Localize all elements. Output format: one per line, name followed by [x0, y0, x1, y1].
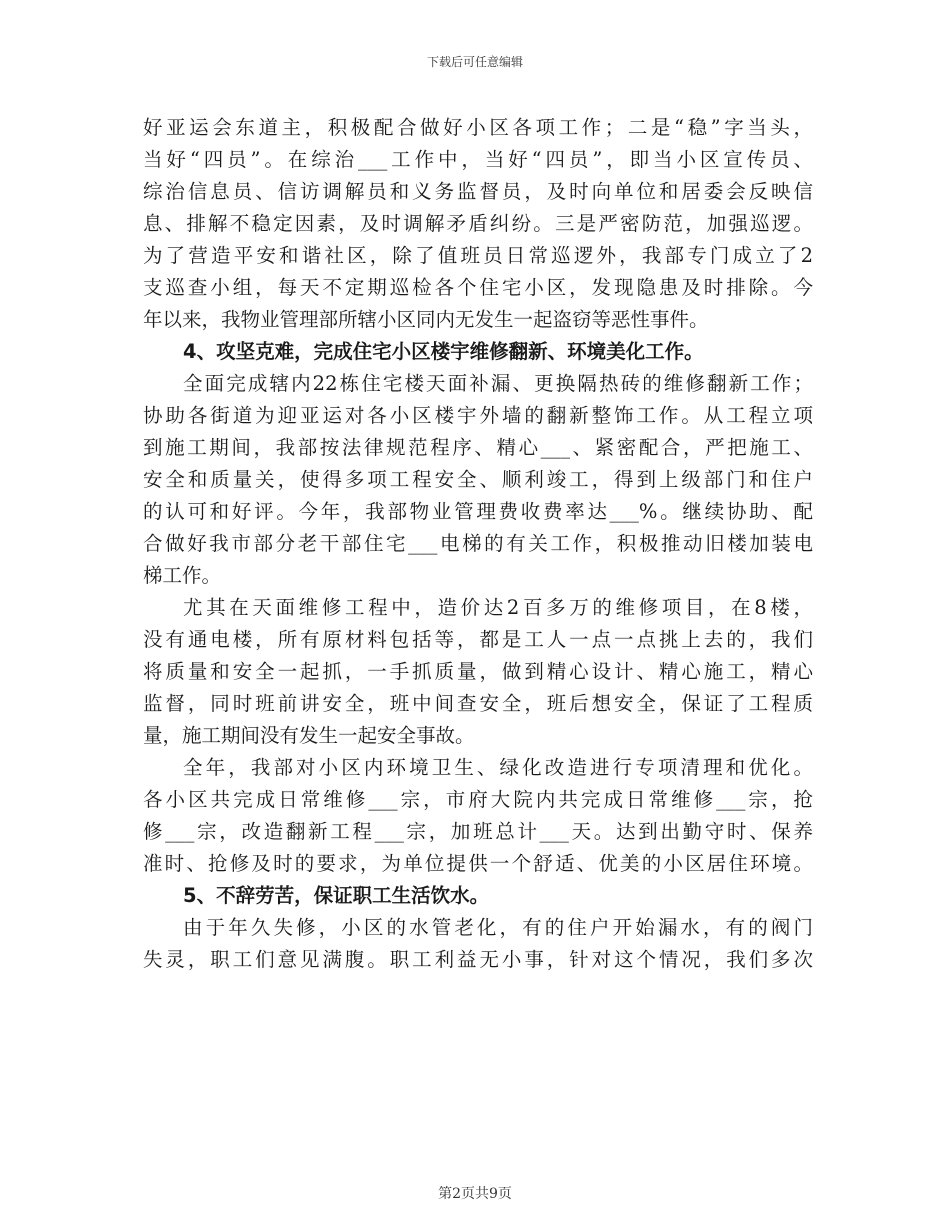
paragraph-line: 合做好我市部分老干部住宅___电梯的有关工作，积极推动旧楼加装电	[143, 532, 813, 555]
section-heading: 4、攻坚克难，完成住宅小区楼宇维修翻新、环境美化工作。	[183, 340, 704, 363]
paragraph-line: 安全和质量关，使得多项工程安全、顺利竣工，得到上级部门和住户	[143, 468, 813, 491]
page-number: 第2页共9页	[438, 1186, 512, 1202]
paragraph-line: 综治信息员、信访调解员和义务监督员，及时向单位和居委会反映信	[143, 180, 813, 203]
paragraph-line: 准时、抢修及时的要求，为单位提供一个舒适、优美的小区居住环境。	[143, 852, 813, 875]
paragraph-line: 全年，我部对小区内环境卫生、绿化改造进行专项清理和优化。	[183, 756, 813, 779]
paragraph-line: 修___宗，改造翻新工程___宗，加班总计___天。达到出勤守时、保养	[143, 820, 813, 843]
paragraph-line: 协助各街道为迎亚运对各小区楼宇外墙的翻新整饰工作。从工程立项	[143, 404, 813, 427]
paragraph-line: 为了营造平安和谐社区，除了值班员日常巡逻外，我部专门成立了2	[143, 244, 813, 267]
paragraph-line: 的认可和好评。今年，我部物业管理费收费率达___%。继续协助、配	[143, 500, 813, 523]
paragraph-line: 年以来，我物业管理部所辖小区同内无发生一起盗窃等恶性事件。	[143, 308, 709, 331]
paragraph-line: 监督，同时班前讲安全，班中间查安全，班后想安全，保证了工程质	[143, 692, 813, 715]
paragraph-line: 将质量和安全一起抓，一手抓质量，做到精心设计、精心施工，精心	[143, 660, 813, 683]
paragraph-line: 好亚运会东道主，积极配合做好小区各项工作；二是“稳”字当头，	[143, 116, 813, 139]
paragraph-line: 到施工期间，我部按法律规范程序、精心___、紧密配合，严把施工、	[143, 436, 813, 459]
paragraph-line: 没有通电楼，所有原材料包括等，都是工人一点一点挑上去的，我们	[143, 628, 813, 651]
paragraph-line: 量，施工期间没有发生一起安全事故。	[143, 724, 475, 747]
paragraph-line: 梯工作。	[143, 564, 222, 587]
section-heading: 5、不辞劳苦，保证职工生活饮水。	[183, 884, 490, 907]
paragraph-line: 失灵，职工们意见满腹。职工利益无小事，针对这个情况，我们多次	[143, 948, 813, 971]
paragraph-line: 尤其在天面维修工程中，造价达2百多万的维修项目，在8楼，	[183, 596, 813, 619]
paragraph-line: 息、排解不稳定因素，及时调解矛盾纠纷。三是严密防范，加强巡逻。	[143, 212, 813, 235]
paragraph-line: 各小区共完成日常维修___宗，市府大院内共完成日常维修___宗，抢	[143, 788, 813, 811]
paragraph-line: 当好“四员”。在综治___工作中，当好“四员”，即当小区宣传员、	[143, 148, 813, 171]
document-body	[143, 112, 813, 976]
paragraph-line: 由于年久失修，小区的水管老化，有的住户开始漏水，有的阀门	[183, 916, 813, 939]
paragraph-line: 全面完成辖内22栋住宅楼天面补漏、更换隔热砖的维修翻新工作；	[183, 372, 813, 395]
page-header: 下载后可任意编辑	[426, 55, 523, 69]
paragraph-line: 支巡查小组，每天不定期巡检各个住宅小区，发现隐患及时排除。今	[143, 276, 813, 299]
